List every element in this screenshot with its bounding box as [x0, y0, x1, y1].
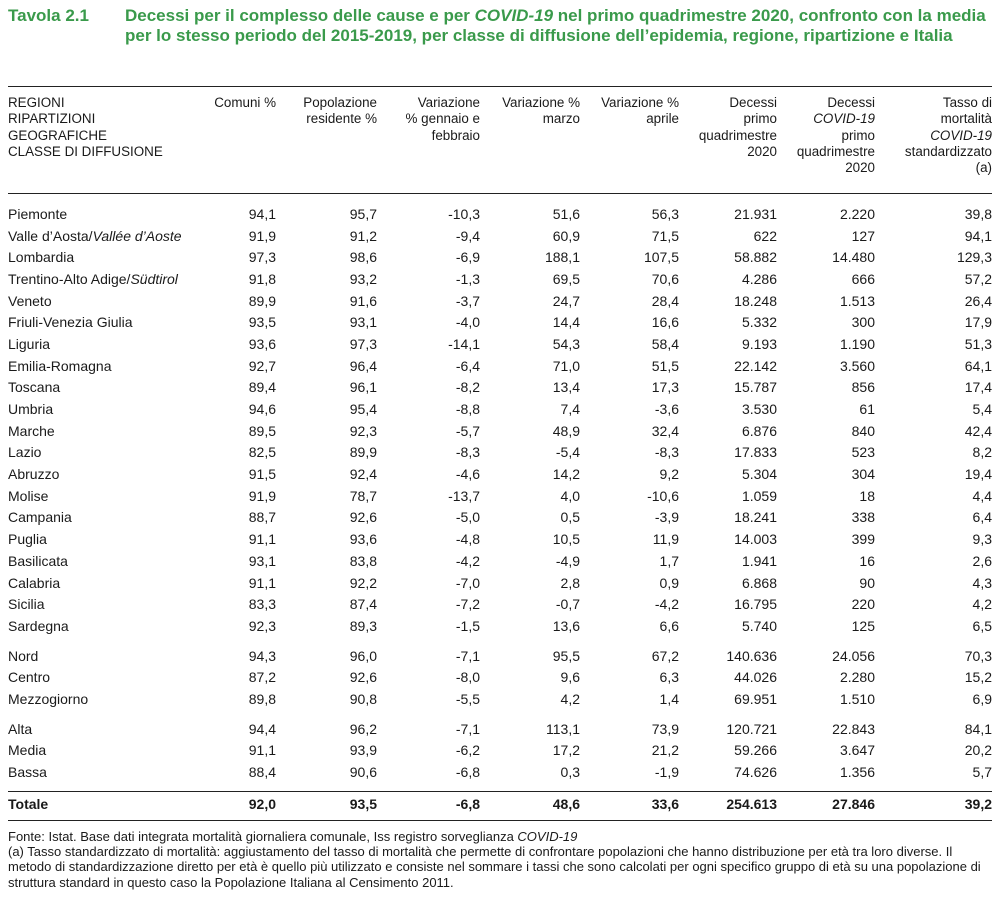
table-row: [8, 572, 992, 594]
value-cell: -8,3: [654, 444, 679, 461]
value-cell: 6,6: [659, 617, 679, 634]
row-label: Marche: [8, 422, 55, 439]
value-cell: 17,3: [651, 379, 679, 396]
value-cell: -4,9: [555, 552, 580, 569]
value-cell: 1,4: [659, 690, 679, 707]
table-row: [8, 246, 992, 268]
value-cell: 4,3: [972, 574, 992, 591]
value-cell: 0,3: [560, 764, 580, 781]
value-cell: -6,4: [455, 357, 480, 374]
table-row: [8, 740, 992, 762]
value-cell: 399: [851, 531, 875, 548]
value-cell: 92,3: [349, 422, 377, 439]
value-cell: 94,6: [248, 401, 276, 418]
row-label: Friuli-Venezia Giulia: [8, 314, 133, 331]
value-cell: 27.846: [832, 795, 875, 812]
value-cell: 69.951: [734, 690, 777, 707]
value-cell: 89,9: [248, 292, 276, 309]
value-cell: 97,3: [248, 249, 276, 266]
value-cell: -4,6: [455, 466, 480, 483]
value-cell: 71,5: [651, 227, 679, 244]
value-cell: 254.613: [726, 795, 777, 812]
value-cell: 4,2: [972, 596, 992, 613]
value-cell: 8,2: [972, 444, 992, 461]
row-label: Lombardia: [8, 249, 75, 266]
table-row: [8, 203, 992, 225]
value-cell: 83,8: [349, 552, 377, 569]
value-cell: 92,6: [349, 509, 377, 526]
value-cell: 22.843: [832, 720, 875, 737]
row-label: Molise: [8, 487, 49, 504]
value-cell: 95,4: [349, 401, 377, 418]
value-cell: 87,2: [248, 669, 276, 686]
value-cell: 91,1: [248, 574, 276, 591]
value-cell: 300: [851, 314, 875, 331]
table-row: [8, 355, 992, 377]
value-cell: 70,6: [651, 270, 679, 287]
value-cell: 88,4: [248, 764, 276, 781]
value-cell: 4,4: [972, 487, 992, 504]
value-cell: 9.193: [741, 335, 777, 352]
value-cell: 92,7: [248, 357, 276, 374]
value-cell: 188,1: [544, 249, 580, 266]
header-cell: Variazione % aprile: [601, 95, 679, 127]
value-cell: 523: [851, 444, 875, 461]
value-cell: 3.530: [741, 401, 777, 418]
value-cell: -7,1: [455, 720, 480, 737]
top-rule: [8, 86, 992, 87]
value-cell: 14.003: [734, 531, 777, 548]
value-cell: 6,9: [972, 690, 992, 707]
value-cell: 60,9: [552, 227, 580, 244]
row-label: Mezzogiorno: [8, 690, 89, 707]
value-cell: 6,5: [972, 617, 992, 634]
value-cell: -3,9: [654, 509, 679, 526]
value-cell: 666: [851, 270, 875, 287]
value-cell: 120.721: [726, 720, 777, 737]
header-row: [8, 95, 992, 203]
footnotes: [8, 829, 992, 890]
value-cell: 92,4: [349, 466, 377, 483]
value-cell: 94,3: [248, 647, 276, 664]
value-cell: 6,3: [659, 669, 679, 686]
value-cell: 48,6: [552, 795, 580, 812]
value-cell: 4,0: [560, 487, 580, 504]
spacer-row: [8, 637, 992, 645]
source-note: Fonte: Istat. Base dati integrata mortalità giornaliera comunale, Iss registro sorveglianza COVID-19: [8, 829, 578, 844]
value-cell: 96,1: [349, 379, 377, 396]
value-cell: 6.868: [741, 574, 777, 591]
value-cell: 17.833: [734, 444, 777, 461]
value-cell: 1.190: [839, 335, 875, 352]
value-cell: 96,2: [349, 720, 377, 737]
value-cell: 856: [851, 379, 875, 396]
value-cell: 107,5: [643, 249, 679, 266]
value-cell: 96,0: [349, 647, 377, 664]
value-cell: 15,2: [964, 669, 992, 686]
row-label: Liguria: [8, 335, 51, 352]
value-cell: -5,5: [455, 690, 480, 707]
value-cell: -10,6: [647, 487, 679, 504]
value-cell: 94,4: [248, 720, 276, 737]
value-cell: 93,1: [248, 552, 276, 569]
table-row: [8, 688, 992, 710]
value-cell: 5.740: [741, 617, 777, 634]
value-cell: 92,6: [349, 669, 377, 686]
row-label: Abruzzo: [8, 466, 60, 483]
value-cell: 129,3: [956, 249, 992, 266]
table-row: [8, 485, 992, 507]
value-cell: -0,7: [555, 596, 580, 613]
value-cell: -4,8: [455, 531, 480, 548]
value-cell: 93,6: [349, 531, 377, 548]
value-cell: 17,9: [964, 314, 992, 331]
value-cell: 78,7: [349, 487, 377, 504]
value-cell: -8,8: [455, 401, 480, 418]
value-cell: 91,9: [248, 227, 276, 244]
value-cell: -3,7: [455, 292, 480, 309]
value-cell: 95,7: [349, 205, 377, 222]
row-label: Nord: [8, 647, 39, 664]
row-label: Lazio: [8, 444, 42, 461]
value-cell: 42,4: [964, 422, 992, 439]
row-label: Trentino-Alto Adige/Südtirol: [8, 270, 178, 287]
value-cell: -9,4: [455, 227, 480, 244]
value-cell: 16: [859, 552, 875, 569]
value-cell: 67,2: [651, 647, 679, 664]
value-cell: 24.056: [832, 647, 875, 664]
row-label: Sicilia: [8, 596, 45, 613]
header-cell: Popolazione residente %: [303, 95, 377, 127]
table-row: [8, 333, 992, 355]
value-cell: 18: [859, 487, 875, 504]
header-cell: Variazione % gennaio e febbraio: [405, 95, 480, 143]
table-row: [8, 718, 992, 740]
note-a: (a) Tasso standardizzato di mortalità: aggiustamento del tasso di mortalità che permette di confrontare popolazioni che hanno distribuzione per età tra loro diverse. Il metodo di standardizzazione diretto per età è quello più utilizzato e consiste nel sommare i tassi che sono calcolati per ogni specifico gruppo di età su una popolazione di struttura standard in questo caso la Popolazione Italiana al Censimento 2011.: [8, 844, 981, 890]
value-cell: 48,9: [552, 422, 580, 439]
value-cell: 19,4: [964, 466, 992, 483]
value-cell: 93,6: [248, 335, 276, 352]
value-cell: 220: [851, 596, 875, 613]
value-cell: 89,4: [248, 379, 276, 396]
value-cell: 32,4: [651, 422, 679, 439]
value-cell: 93,5: [248, 314, 276, 331]
value-cell: 1.356: [839, 764, 875, 781]
value-cell: 69,5: [552, 270, 580, 287]
value-cell: 91,2: [349, 227, 377, 244]
value-cell: 84,1: [964, 720, 992, 737]
value-cell: 840: [851, 422, 875, 439]
value-cell: 140.636: [726, 647, 777, 664]
table-row: [8, 666, 992, 688]
value-cell: 28,4: [651, 292, 679, 309]
value-cell: -8,2: [455, 379, 480, 396]
row-label: Campania: [8, 509, 72, 526]
table-row: [8, 615, 992, 637]
value-cell: 33,6: [651, 795, 679, 812]
data-table: [8, 95, 992, 815]
value-cell: 5.304: [741, 466, 777, 483]
table-caption: Decessi per il complesso delle cause e per COVID-19 nel primo quadrimestre 2020, confronto con la media per lo stesso periodo del 2015-2019, per classe di diffusione dell’epidemia, regione, ripartizione e Italia: [125, 6, 986, 45]
value-cell: 71,0: [552, 357, 580, 374]
value-cell: 2.220: [839, 205, 875, 222]
value-cell: 14.480: [832, 249, 875, 266]
table-row: [8, 311, 992, 333]
table-row: [8, 761, 992, 783]
value-cell: -1,9: [654, 764, 679, 781]
row-label: Totale: [8, 795, 49, 812]
value-cell: -14,1: [448, 335, 480, 352]
value-cell: 94,1: [248, 205, 276, 222]
value-cell: 4,2: [560, 690, 580, 707]
value-cell: 92,0: [248, 795, 276, 812]
value-cell: 125: [851, 617, 875, 634]
value-cell: 26,4: [964, 292, 992, 309]
value-cell: 22.142: [734, 357, 777, 374]
row-label: Sardegna: [8, 617, 69, 634]
value-cell: 3.560: [839, 357, 875, 374]
value-cell: 4.286: [741, 270, 777, 287]
value-cell: 93,9: [349, 742, 377, 759]
table-row: [8, 528, 992, 550]
value-cell: 88,7: [248, 509, 276, 526]
value-cell: -5,4: [555, 444, 580, 461]
value-cell: 1,7: [659, 552, 679, 569]
value-cell: 9,6: [560, 669, 580, 686]
value-cell: -7,0: [455, 574, 480, 591]
value-cell: 0,9: [659, 574, 679, 591]
row-label: Alta: [8, 720, 33, 737]
value-cell: 91,8: [248, 270, 276, 287]
table-body: [8, 203, 992, 815]
row-label: Valle d’Aosta/Vallée d’Aoste: [8, 227, 182, 244]
table-row: [8, 377, 992, 399]
value-cell: 93,2: [349, 270, 377, 287]
table-row: [8, 645, 992, 667]
value-cell: 1.941: [741, 552, 777, 569]
value-cell: 92,3: [248, 617, 276, 634]
bottom-rule: [8, 820, 992, 821]
value-cell: 39,2: [964, 795, 992, 812]
value-cell: 622: [753, 227, 777, 244]
value-cell: 89,9: [349, 444, 377, 461]
value-cell: 61: [859, 401, 875, 418]
value-cell: 18.248: [734, 292, 777, 309]
value-cell: -8,3: [455, 444, 480, 461]
value-cell: 90,8: [349, 690, 377, 707]
value-cell: 24,7: [552, 292, 580, 309]
value-cell: -10,3: [448, 205, 480, 222]
value-cell: 20,2: [964, 742, 992, 759]
table-row: [8, 507, 992, 529]
row-label: Emilia-Romagna: [8, 357, 112, 374]
value-cell: 338: [851, 509, 875, 526]
value-cell: 1.510: [839, 690, 875, 707]
value-cell: 57,2: [964, 270, 992, 287]
value-cell: 97,3: [349, 335, 377, 352]
value-cell: 87,4: [349, 596, 377, 613]
table-row: [8, 225, 992, 247]
value-cell: 54,3: [552, 335, 580, 352]
table-row: [8, 268, 992, 290]
value-cell: 91,6: [349, 292, 377, 309]
value-cell: -1,3: [455, 270, 480, 287]
value-cell: -3,6: [654, 401, 679, 418]
value-cell: 18.241: [734, 509, 777, 526]
value-cell: 16.795: [734, 596, 777, 613]
row-label: Basilicata: [8, 552, 68, 569]
value-cell: 2,6: [972, 552, 992, 569]
value-cell: 5,4: [972, 401, 992, 418]
value-cell: 6,4: [972, 509, 992, 526]
value-cell: 74.626: [734, 764, 777, 781]
value-cell: 95,5: [552, 647, 580, 664]
spacer-row: [8, 783, 992, 793]
value-cell: 96,4: [349, 357, 377, 374]
value-cell: -1,5: [455, 617, 480, 634]
value-cell: 83,3: [248, 596, 276, 613]
value-cell: 5.332: [741, 314, 777, 331]
value-cell: 91,5: [248, 466, 276, 483]
value-cell: -6,9: [455, 249, 480, 266]
value-cell: 16,6: [651, 314, 679, 331]
value-cell: 113,1: [546, 720, 580, 737]
value-cell: 127: [851, 227, 875, 244]
value-cell: 14,2: [552, 466, 580, 483]
table-row: [8, 398, 992, 420]
header-cell: Decessi COVID-19 primo quadrimestre 2020: [796, 95, 875, 176]
row-label: Toscana: [8, 379, 61, 396]
row-label: Piemonte: [8, 205, 68, 222]
value-cell: -13,7: [448, 487, 480, 504]
value-cell: 13,6: [552, 617, 580, 634]
table-row: [8, 593, 992, 615]
value-cell: 2,8: [560, 574, 580, 591]
value-cell: -5,0: [455, 509, 480, 526]
value-cell: 93,1: [349, 314, 377, 331]
row-label: Umbria: [8, 401, 54, 418]
value-cell: 56,3: [651, 205, 679, 222]
value-cell: 89,5: [248, 422, 276, 439]
value-cell: -8,0: [455, 669, 480, 686]
table-row: [8, 442, 992, 464]
value-cell: 92,2: [349, 574, 377, 591]
row-label: Bassa: [8, 764, 47, 781]
value-cell: 9,3: [972, 531, 992, 548]
value-cell: 91,1: [248, 531, 276, 548]
value-cell: 6.876: [741, 422, 777, 439]
value-cell: 15.787: [734, 379, 777, 396]
table-row: [8, 463, 992, 485]
value-cell: 59.266: [734, 742, 777, 759]
value-cell: 7,4: [560, 401, 580, 418]
value-cell: 51,3: [964, 335, 992, 352]
value-cell: 1.513: [839, 292, 875, 309]
value-cell: 90,6: [349, 764, 377, 781]
value-cell: 73,9: [651, 720, 679, 737]
value-cell: 304: [851, 466, 875, 483]
value-cell: 64,1: [964, 357, 992, 374]
table-number: Tavola 2.1: [8, 6, 89, 25]
header-cell: Tasso di mortalità COVID-19 standardizzato (a): [904, 95, 992, 176]
value-cell: 89,8: [248, 690, 276, 707]
value-cell: 51,6: [552, 205, 580, 222]
table-row: [8, 420, 992, 442]
value-cell: 90: [859, 574, 875, 591]
value-cell: -4,0: [455, 314, 480, 331]
value-cell: 13,4: [552, 379, 580, 396]
value-cell: 89,3: [349, 617, 377, 634]
value-cell: -6,2: [455, 742, 480, 759]
value-cell: 11,9: [652, 531, 679, 548]
value-cell: -6,8: [455, 795, 480, 812]
value-cell: 3.647: [839, 742, 875, 759]
value-cell: 44.026: [734, 669, 777, 686]
value-cell: 94,1: [964, 227, 992, 244]
value-cell: 0,5: [560, 509, 580, 526]
value-cell: -4,2: [654, 596, 679, 613]
value-cell: -7,2: [455, 596, 480, 613]
table-row: [8, 290, 992, 312]
value-cell: 9,2: [659, 466, 679, 483]
row-label: Media: [8, 742, 47, 759]
value-cell: -5,7: [455, 422, 480, 439]
value-cell: 10,5: [552, 531, 580, 548]
value-cell: 2.280: [839, 669, 875, 686]
value-cell: 14,4: [552, 314, 580, 331]
row-label: Centro: [8, 669, 51, 686]
value-cell: 58.882: [734, 249, 777, 266]
value-cell: 58,4: [651, 335, 679, 352]
value-cell: 51,5: [651, 357, 679, 374]
value-cell: 39,8: [964, 205, 992, 222]
row-label: Veneto: [8, 292, 52, 309]
value-cell: 98,6: [349, 249, 377, 266]
value-cell: 91,1: [248, 742, 276, 759]
value-cell: 5,7: [972, 764, 992, 781]
table-row: [8, 550, 992, 572]
total-row: [8, 793, 992, 815]
value-cell: 82,5: [248, 444, 276, 461]
value-cell: 70,3: [964, 647, 992, 664]
value-cell: 17,4: [964, 379, 992, 396]
value-cell: -6,8: [455, 764, 480, 781]
header-cell-regions: REGIONI RIPARTIZIONI GEOGRAFICHE CLASSE DI DIFFUSIONE: [8, 95, 163, 159]
value-cell: 21,2: [651, 742, 679, 759]
value-cell: 1.059: [741, 487, 777, 504]
header-cell: Variazione % marzo: [502, 95, 580, 127]
value-cell: -7,1: [455, 647, 480, 664]
value-cell: 93,5: [349, 795, 377, 812]
row-label: Puglia: [8, 531, 47, 548]
header-cell: Decessi primo quadrimestre 2020: [698, 95, 777, 159]
value-cell: 91,9: [248, 487, 276, 504]
header-cell: Comuni %: [214, 95, 276, 110]
row-label: Calabria: [8, 574, 61, 591]
value-cell: 17,2: [552, 742, 580, 759]
value-cell: 21.931: [734, 205, 777, 222]
value-cell: -4,2: [455, 552, 480, 569]
spacer-row: [8, 710, 992, 718]
